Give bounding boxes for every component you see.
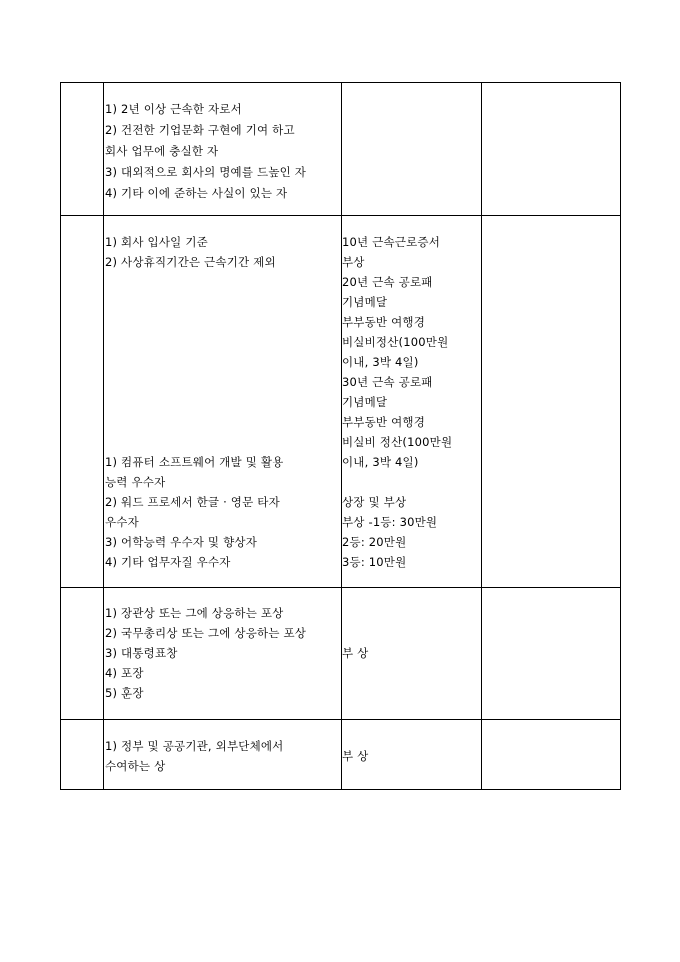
row2-criteria-line: 2) 사상휴직기간은 근속기간 제외 — [105, 255, 276, 269]
row3-criteria-line: 5) 훈장 — [105, 686, 144, 700]
row3-award-line: 부 상 — [342, 646, 369, 660]
row2-award-line: 비실비 정산(100만원 — [342, 435, 453, 449]
row3-criteria-line: 3) 대통령표창 — [105, 646, 178, 660]
row2-criteria-line: 1) 컴퓨터 소프트웨어 개발 및 활용 — [105, 455, 284, 469]
row3-criteria-line: 1) 장관상 또는 그에 상응하는 포상 — [105, 606, 284, 620]
row2-criteria-line: 우수자 — [105, 515, 139, 529]
row4-criteria-line: 수여하는 상 — [105, 759, 166, 773]
row2-criteria-line: 4) 기타 업무자질 우수자 — [105, 555, 231, 569]
row2-award-line: 상장 및 부상 — [342, 495, 407, 509]
row2-award-line: 이내, 3박 4일) — [342, 455, 419, 469]
row1-criteria-line: 1) 2년 이상 근속한 자로서 — [105, 102, 242, 116]
row2-award-line: 20년 근속 공로패 — [342, 275, 433, 289]
awards-table — [60, 82, 621, 790]
row2-award-line: 이내, 3박 4일) — [342, 355, 419, 369]
column-divider — [103, 83, 104, 789]
row4-award-line: 부 상 — [342, 749, 369, 763]
column-divider — [481, 83, 482, 789]
row1-criteria-line: 2) 건전한 기업문화 구현에 기여 하고 — [105, 123, 295, 137]
row2-award-line: 부부동반 여행경 — [342, 315, 426, 329]
row1-criteria-line: 3) 대외적으로 회사의 명예를 드높인 자 — [105, 165, 307, 179]
row2-award-line: 10년 근속근로증서 — [342, 235, 441, 249]
row2-award-line: 기념메달 — [342, 395, 388, 409]
row-divider — [61, 587, 620, 588]
row-divider — [61, 719, 620, 720]
row-divider — [61, 215, 620, 216]
row2-award-line: 2등: 20만원 — [342, 535, 407, 549]
row2-award-line: 기념메달 — [342, 295, 388, 309]
row2-award-line: 부상 -1등: 30만원 — [342, 515, 438, 529]
row4-criteria-line: 1) 정부 및 공공기관, 외부단체에서 — [105, 739, 284, 753]
row2-criteria-line: 2) 워드 프로세서 한글 · 영문 타자 — [105, 495, 280, 509]
row2-criteria-line: 3) 어학능력 우수자 및 향상자 — [105, 535, 258, 549]
row3-criteria-line: 4) 포장 — [105, 666, 144, 680]
row3-criteria-line: 2) 국무총리상 또는 그에 상응하는 포상 — [105, 626, 307, 640]
row1-criteria-line: 4) 기타 이에 준하는 사실이 있는 자 — [105, 186, 288, 200]
row2-award-line: 비실비정산(100만원 — [342, 335, 449, 349]
row1-criteria-line: 회사 업무에 충실한 자 — [105, 144, 219, 158]
row2-award-line: 3등: 10만원 — [342, 555, 407, 569]
row2-award-line: 30년 근속 공로패 — [342, 375, 433, 389]
row2-award-line: 부부동반 여행경 — [342, 415, 426, 429]
row2-criteria-line: 능력 우수자 — [105, 475, 166, 489]
row2-award-line: 부상 — [342, 255, 365, 269]
row2-criteria-line: 1) 회사 입사일 기준 — [105, 235, 208, 249]
